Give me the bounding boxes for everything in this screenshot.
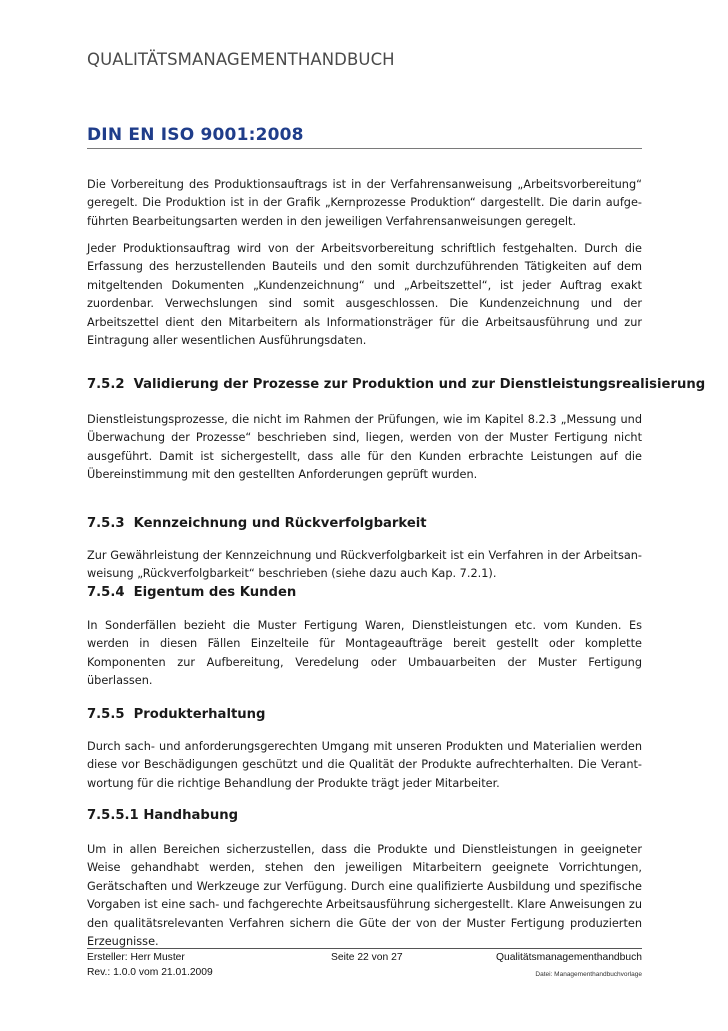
section-7-5-2-text: Dienstleistungsprozesse, die nicht im Rahmen der Prüfungen, wie im Kapitel 8.2.3 „Messung und Überwachung der Prozesse“ beschrieben sind, liegen, werden von der Muster Fertigung nicht ausgeführt. Damit ist sichergestellt, dass alle für den Kunden erbrachte Leistungen auf die Übereinstimmung mit den gestellten Anforderungen geprüft wurden. bbox=[87, 413, 642, 482]
section-7-5-4-text: In Sonderfällen bezieht die Muster Fertigung Waren, Dienstleistungen etc. vom Kunden. Es werden in diesen Fällen Einzelteile für Montageaufträge bereit gestellt oder komplette Komponenten zur Aufbereitung, Veredelung oder Umbauarbeiten der Muster Fertigung überlassen. bbox=[87, 619, 642, 688]
section-7-5-3-text: Zur Gewährleistung der Kennzeichnung und Rückverfolgbarkeit ist ein Verfahren in der Arbeitsanweisung „Rückverfolgbarkeit“ beschrieben (siehe dazu auch Kap. 7.2.1). bbox=[87, 549, 642, 581]
section-7-5-4-heading bbox=[87, 584, 642, 602]
section-number: 7.5.5 bbox=[87, 707, 125, 722]
section-number: 7.5.3 bbox=[87, 516, 125, 531]
standard-title: DIN EN ISO 9001:2008 bbox=[87, 125, 304, 145]
section-7-5-5-text: Durch sach- und anforderungsgerechten Umgang mit unseren Produkten und Materialien werden diese vor Beschädigungen geschützt und die Qualität der Produkte aufrechterhalten. Die Verantwortung für die richtige Behandlung der Produkte trägt jeder Mitarbeiter. bbox=[87, 740, 642, 790]
section-number: 7.5.4 bbox=[87, 585, 125, 600]
section-title: Produkterhaltung bbox=[133, 707, 266, 722]
section-title: Kennzeichnung und Rückverfolgbarkeit bbox=[133, 516, 427, 531]
footer-revision: Rev.: 1.0.0 vom 21.01.2009 bbox=[87, 967, 213, 978]
footer-page-number: Seite 22 von 27 bbox=[331, 952, 403, 963]
footer-divider bbox=[87, 948, 642, 949]
section-7-5-2-heading bbox=[87, 376, 706, 394]
document-page bbox=[87, 0, 706, 1031]
section-title: Eigentum des Kunden bbox=[133, 585, 297, 600]
footer-file-name: Datei: Managementhandbuchvorlage bbox=[535, 971, 642, 978]
section-7-5-5-1-heading: 7.5.5.1 Handhabung bbox=[87, 808, 239, 823]
section-7-5-5-1-text: Um in allen Bereichen sicherzustellen, dass die Produkte und Dienstleistungen in geeigneter Weise gehandhabt werden, stehen den jeweiligen Mitarbeitern geeignete Vorrichtungen, Gerätschaften und Werkzeuge zur Verfügung. Durch eine qualifizierte Ausbildung und spezifische Vorgaben ist eine sach- und fachgerechte Arbeitsausführung sichergestellt. Klare Anweisungen zu den qualitätsrelevanten Verfahren sichern die Güte der von der Muster Fertigung produzierten Erzeugnisse. bbox=[87, 843, 642, 949]
footer-document-name: Qualitätsmanagementhandbuch bbox=[496, 952, 642, 963]
section-7-5-3-heading bbox=[87, 515, 642, 533]
section-number: 7.5.2 bbox=[87, 377, 125, 392]
section-7-5-5-heading bbox=[87, 706, 642, 724]
section-title: Validierung der Prozesse zur Produktion und zur Dienstleistungsrealisierung bbox=[133, 377, 706, 392]
intro-paragraph-2: Jeder Produktionsauftrag wird von der Arbeitsvorbereitung schriftlich festgehalten. Durch die Erfassung des herzustellenden Bauteils und den somit durchzuführenden Tätigkeiten auf dem mitgeltenden Dokumenten „Kundenzeichnung“ und „Arbeitszettel“, ist jeder Auftrag exakt zuordenbar. Verwechslungen sind somit ausgeschlossen. Die Kundenzeichnung und der Arbeitszettel dient den Mitarbeitern als Informationsträger für die Arbeitsausführung und zur Eintragung aller wesentlichen Ausführungsdaten. bbox=[87, 242, 642, 348]
document-header: QUALITÄTSMANAGEMENTHANDBUCH bbox=[87, 50, 395, 69]
intro-paragraph-1: Die Vorbereitung des Produktionsauftrags ist in der Verfahrensanweisung „Arbeitsvorbereitung“ geregelt. Die Produktion ist in der Grafik „Kernprozesse Produktion“ dargestellt. Die darin aufgeführten Bearbeitungsarten werden in den jeweiligen Verfahrensanweisungen geregelt. bbox=[87, 178, 642, 228]
footer-author: Ersteller: Herr Muster bbox=[87, 952, 185, 963]
title-divider bbox=[87, 148, 642, 149]
